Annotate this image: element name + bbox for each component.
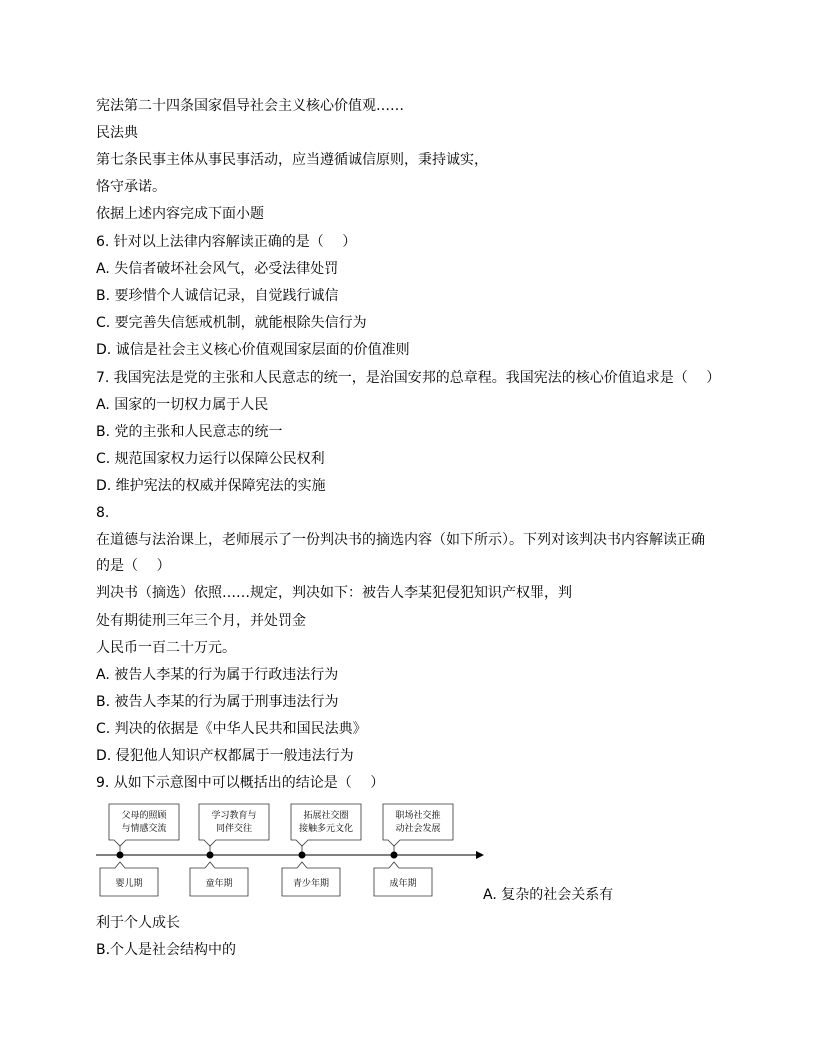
stage-1-top-text: 父母的照顾 (121, 811, 167, 821)
stage-4-dot (391, 852, 398, 859)
q9-option-a-cont: 利于个人成长 (96, 915, 180, 931)
stage-2-top-text: 学习教育与 (211, 811, 257, 821)
timeline-svg (96, 800, 496, 900)
stage-2-label: 童年期 (205, 879, 233, 889)
q6-option-d: D. 诚信是社会主义核心价值观国家层面的价值准则 (96, 342, 410, 358)
instruction-text: 依据上述内容完成下面小题 (96, 206, 264, 222)
stage-1-label: 婴儿期 (115, 879, 143, 889)
stage-3-dot (299, 852, 306, 859)
question-8-stem: 在道德与法治课上，老师展示了一份判决书的摘选内容（如下所示）。下列对该判决书内容解读正确 (96, 532, 705, 548)
q7-option-d: D. 维护宪法的权威并保障宪法的实施 (96, 478, 326, 494)
question-9: 9. 从如下示意图中可以概括出的结论是（ ） (96, 775, 385, 791)
question-8-stem-cont: 的是（ ） (96, 558, 171, 574)
judgment-excerpt: 判决书（摘选）依照……规定，判决如下：被告人李某犯侵犯知识产权罪，判 (96, 585, 572, 601)
stage-1-top-text: 与情感交流 (121, 824, 167, 834)
q8-option-d: D. 侵犯他人知识产权都属于一般违法行为 (96, 748, 354, 764)
q8-option-c: C. 判决的依据是《中华人民共和国民法典》 (96, 721, 367, 737)
life-stage-timeline-diagram (96, 800, 496, 900)
q8-option-b: B. 被告人李某的行为属于刑事违法行为 (96, 694, 339, 710)
judgment-excerpt-end: 人民币一百二十万元。 (96, 640, 236, 656)
question-6: 6. 针对以上法律内容解读正确的是（ ） (96, 234, 357, 250)
stage-1-dot (117, 852, 124, 859)
timeline-arrowhead (476, 851, 484, 859)
stage-2-top-text: 同伴交往 (215, 824, 253, 834)
stage-3-label: 青少年期 (292, 879, 330, 889)
question-7: 7. 我国宪法是党的主张和人民意志的统一，是治国安邦的总章程。我国宪法的核心价值追求是（ ） (96, 370, 721, 386)
stage-2-dot (207, 852, 214, 859)
q7-option-a: A. 国家的一切权力属于人民 (96, 397, 269, 413)
q8-option-a: A. 被告人李某的行为属于行政违法行为 (96, 667, 339, 683)
stage-4-top-text: 动社会发展 (395, 824, 441, 834)
civil-code-heading: 民法典 (96, 125, 138, 141)
q9-option-a: A. 复杂的社会关系有 (483, 887, 614, 903)
stage-4-label: 成年期 (389, 879, 417, 889)
stage-3-top-text: 拓展社交圈 (303, 811, 349, 821)
stage-3-top-text: 接触多元文化 (298, 824, 354, 834)
q6-option-a: A. 失信者破坏社会风气，必受法律处罚 (96, 261, 339, 277)
q6-option-b: B. 要珍惜个人诚信记录，自觉践行诚信 (96, 288, 339, 304)
judgment-excerpt-cont: 处有期徒刑三年三个月，并处罚金 (96, 613, 306, 629)
civil-code-article-7: 第七条民事主体从事民事活动，应当遵循诚信原则，秉持诚实， (96, 152, 488, 168)
question-8-number: 8. (96, 505, 110, 521)
civil-code-article-7-cont: 恪守承诺。 (96, 179, 166, 195)
q7-option-b: B. 党的主张和人民意志的统一 (96, 424, 283, 440)
stage-4-top-text: 职场社交推 (395, 811, 441, 821)
q7-option-c: C. 规范国家权力运行以保障公民权利 (96, 451, 325, 467)
constitution-article-24: 宪法第二十四条国家倡导社会主义核心价值观…… (96, 98, 404, 114)
q6-option-c: C. 要完善失信惩戒机制，就能根除失信行为 (96, 315, 367, 331)
q9-option-b: B.个人是社会结构中的 (96, 942, 237, 958)
